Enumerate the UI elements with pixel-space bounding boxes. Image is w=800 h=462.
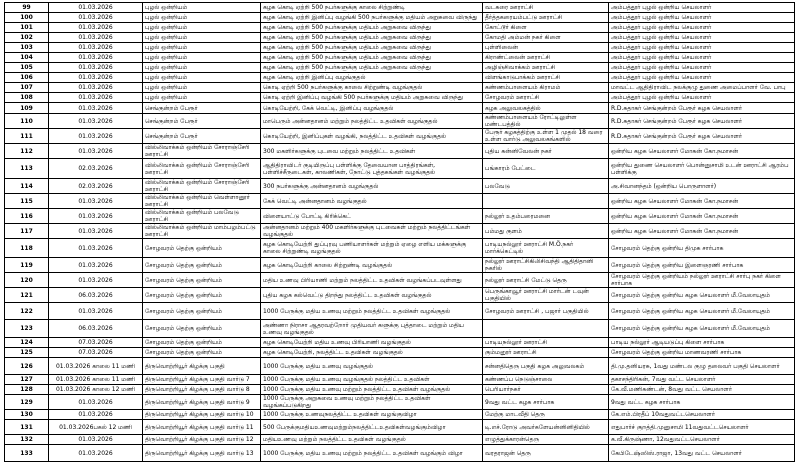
- cell-date: 01.03.2026 காலை 11 மணி: [49, 375, 143, 385]
- cell-no: 109: [5, 103, 49, 114]
- table-row: [5, 273, 795, 288]
- table-row: [5, 303, 795, 320]
- table-row: [5, 129, 795, 144]
- cell-organizer: சோழவரம் தெற்கு ஒன்றிய கழக செயலாளர் மீ.வேலாயுதம்: [609, 303, 795, 320]
- cell-date: 01.03.2026: [49, 63, 143, 73]
- cell-no: 128: [5, 385, 49, 395]
- cell-organizer: அம்பத்தூர் புழல் ஒன்றிய செயலாளர்: [609, 73, 795, 83]
- cell-event: புதிய கழக கல்வெட்டு திறந்து நலத்திட்ட உதவிகள் வழங்குதல்: [261, 288, 483, 303]
- cell-no: 121: [5, 288, 49, 303]
- cell-event: கொடியேற்றி, இனிப்புகள் வழங்கி, நலத்திட்ட உதவிகள் வழங்குதல்: [261, 129, 483, 144]
- table-row: [5, 194, 795, 209]
- cell-location: பலவேடு: [483, 179, 609, 194]
- cell-event: கழக கொடி ஏற்றி 500 நபர்களுக்கு மதியம் அறுசுவை விருந்து: [261, 23, 483, 33]
- cell-no: 122: [5, 303, 49, 320]
- cell-event: 300 நபர்களுக்கு அன்னதானம் வழங்குதல்: [261, 179, 483, 194]
- cell-date: 01.03.2026: [49, 33, 143, 43]
- cell-date: 01.03.2026: [49, 410, 143, 420]
- table-row: [5, 93, 795, 103]
- table-row: [5, 23, 795, 33]
- cell-location: எழுத்துக்காரன்தெரு: [483, 435, 609, 445]
- cell-event: மதியஉணவு மற்றும் நலத்திட்ட உதவிகள் வழங்குதல்: [261, 435, 483, 445]
- cell-location: கழக அலுவலகத்தில்: [483, 103, 609, 114]
- table-row: [5, 63, 795, 73]
- cell-date: 01.03.2026: [49, 53, 143, 63]
- cell-event: விளையாட்டு போட்டி கிரிக்கெட்: [261, 209, 483, 224]
- cell-organizer: கே.வீ.மணிகண்டன், 8வது வட்ட செயலாளர்: [609, 385, 795, 395]
- cell-event: அன்னதானம் மற்றும் 400 மகளிர்களுக்கு புடவைகள் மற்றும் நலத்திட்டங்கள் வழங்குதல்: [261, 224, 483, 239]
- table-row: [5, 73, 795, 83]
- cell-no: 133: [5, 445, 49, 462]
- table-row: [5, 348, 795, 358]
- cell-place: திருவொற்றியூர் கிழக்கு பகுதி வார்டு 13: [143, 445, 261, 462]
- cell-place: வில்லிவாக்கம் ஒன்றியம் மாம்பழம்பட்டு ஊராட்சி: [143, 224, 261, 239]
- cell-no: 115: [5, 194, 49, 209]
- cell-organizer: R.D.சுதாகர் செங்குன்றம் பேரூர் கழக செயலாளர்: [609, 103, 795, 114]
- cell-organizer: சோழவரம் தெற்கு ஒன்றிய திமுக சார்பாக: [609, 239, 795, 258]
- cell-place: புழல் ஒன்றியம்: [143, 63, 261, 73]
- cell-date: 01.03.2026: [49, 303, 143, 320]
- cell-place: புழல் ஒன்றியம்: [143, 93, 261, 103]
- cell-organizer: க.வீ.கிருஷ்ணா, 12வதுவட்டசெயலாளர்: [609, 435, 795, 445]
- cell-no: 127: [5, 375, 49, 385]
- cell-date: 01.03.2026: [49, 239, 143, 258]
- cell-no: 129: [5, 395, 49, 410]
- table-row: [5, 43, 795, 53]
- cell-location: வடகரை ஊராட்சி: [483, 3, 609, 13]
- cell-location: சோழவரம் ஊராட்சி , பஜார் பகுதியில்: [483, 303, 609, 320]
- cell-event: கேக் வெட்டி அன்னதானம் வழங்குதல்: [261, 194, 483, 209]
- cell-place: திருவொற்றியூர் கிழக்கு பகுதி வார்டு 11: [143, 420, 261, 435]
- cell-no: 116: [5, 209, 49, 224]
- cell-no: 113: [5, 159, 49, 179]
- cell-organizer: அம்பத்தூர் புழல் ஒன்றிய செயலாளர்: [609, 13, 795, 23]
- cell-location: கும்மனூர் ஊராட்சி: [483, 348, 609, 358]
- cell-location: சன்னதிதெரு பகுதி கழக அலுவலகம்: [483, 358, 609, 375]
- cell-place: திருவொற்றியூர் கிழக்கு பகுதி: [143, 358, 261, 375]
- cell-organizer: அம்பத்தூர் புழல் ஒன்றிய செயலாளர்: [609, 93, 795, 103]
- cell-place: செங்குன்றம் பேரூர்: [143, 129, 261, 144]
- cell-date: 02.03.2026: [49, 159, 143, 179]
- table-row: [5, 33, 795, 43]
- cell-place: சோழவரம் தெற்கு ஒன்றியம்: [143, 273, 261, 288]
- cell-no: 100: [5, 13, 49, 23]
- cell-event: 1000 பேருக்கு மதிய உணவு மற்றும் நலத்திட்ட உதவிகள் வழங்குதல்: [261, 303, 483, 320]
- cell-location: நல்லூர் ஊராட்சி மேட்டு தெரு: [483, 273, 609, 288]
- cell-place: திருவொற்றியூர் கிழக்கு பகுதி வார்டு 10: [143, 410, 261, 420]
- cell-place: சோழவரம் தெற்கு ஒன்றியம்: [143, 320, 261, 338]
- cell-location: பெரியார்நகர்: [483, 385, 609, 395]
- cell-place: திருவொற்றியூர் கிழக்கு பகுதி வார்டு 7: [143, 375, 261, 385]
- cell-organizer: சோழவரம் தெற்கு ஒன்றிய மாணவரணி சார்பாக: [609, 348, 795, 358]
- table-body: [5, 3, 795, 462]
- cell-date: 01.03.2026: [49, 273, 143, 288]
- cell-no: 131: [5, 420, 49, 435]
- table-row: [5, 410, 795, 420]
- table-row: [5, 103, 795, 114]
- cell-location: அழிஞ்சிவாக்கம் ஊராட்சி: [483, 63, 609, 73]
- cell-date: 01.03.2026: [49, 43, 143, 53]
- table-row: [5, 3, 795, 13]
- cell-event: அண்ணா நிராசா ஆதரவற்றோர் முதியவர் களுக்கு புத்தாடை மற்றும் மதிய உணவு வழங்குதல்: [261, 320, 483, 338]
- cell-place: சோழவரம் தெற்கு ஒன்றியம்: [143, 258, 261, 273]
- cell-location: டி.எச்.ரோடு அவர்களேயன்னினிதியில்: [483, 420, 609, 435]
- cell-no: 106: [5, 73, 49, 83]
- cell-organizer: எதுபார்ச் குறத்தி.முனுசாமி 11வதுவட்டசெயலாளர்: [609, 420, 795, 435]
- cell-location: கோமதி அம்மன் நகர் கிளை: [483, 33, 609, 43]
- cell-event: கழக கொடி ஏற்றி 500 நபர்களுக்கு மதியம் அறுசுவை விருந்து: [261, 63, 483, 73]
- cell-no: 117: [5, 224, 49, 239]
- cell-date: 02.03.2026: [49, 179, 143, 194]
- cell-date: 01.03.2026: [49, 129, 143, 144]
- cell-location: புள்ளிலைன்: [483, 43, 609, 53]
- cell-organizer: ஒன்றிய துணை செயலாளர் பொன்னுசாமி உடன் ஊராட்சி ஆரம்ப பள்ளிக்கு: [609, 159, 795, 179]
- cell-location: நல்லூர் ஊராட்சிகிலிசிவந்தி ஆதிதிதானி நகரில்: [483, 258, 609, 273]
- cell-organizer: சோழவரம் தெற்கு ஒன்றியம் நல்லூர் ஊராட்சி சார்பு நகர் கிளை சார்பாக: [609, 273, 795, 288]
- cell-event: கழக கொடி ஏற்றி 500 நபர்களுக்கு மதியம் அறுசுவை விருந்து: [261, 33, 483, 43]
- cell-date: 01.03.2026: [49, 194, 143, 209]
- cell-date: 06.03.2026: [49, 288, 143, 303]
- cell-organizer: சோழவரம் தெற்கு ஒன்றிய இளைஞரணி சார்பாக: [609, 258, 795, 273]
- cell-date: 01.03.2026: [49, 258, 143, 273]
- cell-date: 01.03.2026: [49, 3, 143, 13]
- cell-event: கழக கொடி ஏற்றி 500 நபர்களுக்கு காலை சிற்றுண்டி: [261, 3, 483, 13]
- cell-event: 1000 பேருக்கு மதிய உணவு மற்றும் நலத்திட்ட உதவிகள் வழங்கும் விழா: [261, 445, 483, 462]
- table-row: [5, 114, 795, 129]
- table-row: [5, 420, 795, 435]
- cell-date: 01.03.2026: [49, 103, 143, 114]
- cell-event: மதிய உணவு பிரியாணி மற்றும் நலத்திட்ட உதவிகள் வழங்கப்படவுள்ளது: [261, 273, 483, 288]
- cell-place: புழல் ஒன்றியம்: [143, 3, 261, 13]
- cell-event: கழக கொடியேற்றி காலை சிற்றுண்டி வழங்குதல்: [261, 258, 483, 273]
- cell-location: கிராண்ட்லைன் ஊராட்சி: [483, 53, 609, 63]
- cell-organizer: கே.எம்.பிரதீப் 10வதுவட்டசெயலாளர்: [609, 410, 795, 420]
- cell-no: 112: [5, 144, 49, 159]
- cell-organizer: சோழவரம் தெற்கு ஒன்றிய கழக செயலாளர் மீ.வேலாயுதம்: [609, 288, 795, 303]
- cell-no: 118: [5, 239, 49, 258]
- table-row: [5, 179, 795, 194]
- cell-location: புதிய கன்னிவேலன் நகர்: [483, 144, 609, 159]
- cell-organizer: அம்பத்தூர் புழல் ஒன்றிய செயலாளர்: [609, 33, 795, 43]
- cell-event: கழக கொடியேற்றி, நலத்திட்ட உதவிகள் வழங்குதல்: [261, 348, 483, 358]
- cell-event: கழக கொடி ஏற்றி 500 நபர்களுக்கு மதியம் அறுசுவை விருந்து: [261, 53, 483, 63]
- table-row: [5, 375, 795, 385]
- cell-place: புழல் ஒன்றியம்: [143, 83, 261, 93]
- cell-location: கண்ணம்பாளையம் ரோட்டிலுள்ள மண்டபத்தில்: [483, 114, 609, 129]
- cell-organizer: தகாசந்திரிகன், 7வது வட்ட செயலாளர்: [609, 375, 795, 385]
- cell-place: வில்லிவாக்கம் ஒன்றியம் சோராஞ்சேரி ஊராட்சி: [143, 179, 261, 194]
- cell-place: புழல் ஒன்றியம்: [143, 73, 261, 83]
- events-table: [4, 2, 795, 462]
- cell-event: 1000 பேருக்கு உணவுநலத்திட்ட உதவிகள் வழங்குவிழா: [261, 410, 483, 420]
- cell-event: 1000 பேருக்கு அறுசுவை உணவு மற்றும் நலத்திட்ட உதவிகள் வழங்கப்படுகிறது: [261, 395, 483, 410]
- cell-place: சோழவரம் தெற்கு ஒன்றியம்: [143, 303, 261, 320]
- cell-organizer: தி.மு.தனியரசு, 1வது மண்டல குழு தலைவர் பகுதி செயலாளர்: [609, 358, 795, 375]
- cell-no: 108: [5, 93, 49, 103]
- cell-organizer: மாவட்ட ஆதிதிராவிட நலக்குழு துணை அமைப்பாளர் வே. பாபு: [609, 83, 795, 93]
- cell-event: கழக கொடி ஏற்றி 500 நபர்களுக்கு மதியம் அறுசுவை விருந்து: [261, 43, 483, 53]
- cell-place: புழல் ஒன்றியம்: [143, 13, 261, 23]
- cell-organizer: கேபிடேஷ்ஸிஸ்.ராஜா, 13வது வட்ட செயலாளர்: [609, 445, 795, 462]
- cell-no: 119: [5, 258, 49, 273]
- cell-organizer: அம்பத்தூர் புழல் ஒன்றிய செயலாளர்: [609, 43, 795, 53]
- cell-no: 99: [5, 3, 49, 13]
- cell-date: 01.03.2026: [49, 435, 143, 445]
- cell-no: 107: [5, 83, 49, 93]
- table-row: [5, 13, 795, 23]
- cell-event: கழக கொடியேற்றி மதிய உணவு பிரியாணி வழங்குதல்: [261, 338, 483, 348]
- cell-organizer: R.D.சுதாகர் செங்குன்றம் பேரூர் கழக செயலாளர்: [609, 114, 795, 129]
- table-row: [5, 358, 795, 375]
- cell-date: 07.03.2026: [49, 338, 143, 348]
- cell-date: 01.03.2026: [49, 83, 143, 93]
- table-row: [5, 338, 795, 348]
- table-row: [5, 435, 795, 445]
- cell-location: நல்லூர் உதம்பரைமனை: [483, 209, 609, 224]
- cell-location: பேரூர் கழகத்திற்கு உள்ள 1 முதல் 18 வரை உள்ள வார்டு அலுவலகங்களில்: [483, 129, 609, 144]
- cell-date: 01.03.2026: [49, 224, 143, 239]
- cell-event: கழக கொடி ஏற்றி இனிப்பு வழங்குதல்: [261, 73, 483, 83]
- cell-no: 123: [5, 320, 49, 338]
- cell-no: 104: [5, 53, 49, 63]
- cell-organizer: சோழவரம் தெற்கு ஒன்றிய கழக செயலாளர் மீ.வேலாயுதம்: [609, 320, 795, 338]
- cell-date: 01.03.2026: [49, 93, 143, 103]
- cell-no: 125: [5, 348, 49, 358]
- cell-place: செங்குன்றம் பேரூர்: [143, 103, 261, 114]
- cell-organizer: அம்பத்தூர் புழல் ஒன்றிய செயலாளர்: [609, 53, 795, 63]
- cell-location: பாடியநல்லூர் ஊராட்சி: [483, 338, 609, 348]
- cell-no: 101: [5, 23, 49, 33]
- cell-date: 01.03.2026: [49, 144, 143, 159]
- cell-no: 102: [5, 33, 49, 43]
- cell-location: [483, 194, 609, 209]
- events-sheet: [4, 2, 794, 457]
- cell-date: 01.03.2026 காலை 11 மணி: [49, 358, 143, 375]
- cell-date: 06.03.2026: [49, 320, 143, 338]
- cell-no: 130: [5, 410, 49, 420]
- cell-place: வில்லிவாக்கம் ஒன்றியம் சோராஞ்சேரி ஊராட்சி: [143, 159, 261, 179]
- cell-organizer: அம்பத்தூர் புழல் ஒன்றிய செயலாளர்: [609, 23, 795, 33]
- cell-event: கழக கொடி ஏற்றி இனிப்பு வழங்கி 500 நபர்களுக்கு மதியம் அறுசுவை விருந்து: [261, 13, 483, 23]
- table-row: [5, 239, 795, 258]
- cell-location: பங்காரம் பேட்டை: [483, 159, 609, 179]
- cell-organizer: பாடிய நல்லூர் ஆடியடுப்பு கிளை சார்பாக: [609, 338, 795, 348]
- cell-place: புழல் ஒன்றியம்: [143, 33, 261, 43]
- table-row: [5, 445, 795, 462]
- cell-event: கொடி ஏற்றி இனிப்பு வழங்கி 500 நபர்களுக்கு மதியம் அறுசுவை விருந்து: [261, 93, 483, 103]
- cell-no: 126: [5, 358, 49, 375]
- cell-date: 07.03.2026: [49, 348, 143, 358]
- cell-date: 01.03.2026: [49, 73, 143, 83]
- cell-location: பம்மது குளம்: [483, 224, 609, 239]
- cell-organizer: 9வது வட்ட கழக சார்பாக: [609, 395, 795, 410]
- cell-organizer: ஒன்றிய கழக செயலாளர் மோகன் கோ.நமாசன்: [609, 209, 795, 224]
- cell-place: புழல் ஒன்றியம்: [143, 53, 261, 63]
- cell-no: 120: [5, 273, 49, 288]
- cell-place: சோழவரம் தெற்கு ஒன்றியம்: [143, 338, 261, 348]
- table-row: [5, 209, 795, 224]
- cell-place: புழல் ஒன்றியம்: [143, 43, 261, 53]
- cell-date: 01.03.2026: [49, 445, 143, 462]
- cell-date: 01.03.2026: [49, 23, 143, 33]
- cell-organizer: R.D.சுதாகர் செங்குன்றம் பேரூர் கழக செயலாளர்: [609, 129, 795, 144]
- cell-place: வில்லிவாக்கம் ஒன்றியம் சோராஞ்சேரி ஊராட்சி: [143, 144, 261, 159]
- cell-location: மேற்கு மாடவீதி தெரு: [483, 410, 609, 420]
- cell-place: திருவொற்றியூர் கிழக்கு பகுதி வார்டு 8: [143, 385, 261, 395]
- table-row: [5, 258, 795, 273]
- cell-no: 124: [5, 338, 49, 348]
- cell-organizer: அ.சிவானந்தம் (ஒன்றிய பொருளாளர்): [609, 179, 795, 194]
- cell-event: மாபெரும் அன்னதானம் மற்றும் நலத்திட்ட உதவிகள் வழங்குதல்: [261, 114, 483, 129]
- cell-date: 01.03.2026: [49, 13, 143, 23]
- cell-location: கோட்டூர் கிளை: [483, 23, 609, 33]
- cell-place: சோழவரம் தெற்கு ஒன்றியம்: [143, 288, 261, 303]
- cell-place: திருவொற்றியூர் கிழக்கு பகுதி வார்டு 9: [143, 395, 261, 410]
- cell-location: பாடியநல்லூர் ஊராட்சி M.Ö.நகர் மார்க்கெட்டில்: [483, 239, 609, 258]
- cell-no: 105: [5, 63, 49, 73]
- cell-location: பெருங்காவூர் ஊராட்சி மார்டன் டவுன் பகுதியில்: [483, 288, 609, 303]
- cell-no: 132: [5, 435, 49, 445]
- cell-date: 01.03.2026பகல் 12 மணி: [49, 420, 143, 435]
- cell-event: 300 மகளிர்களுக்கு புடவை மற்றும் நலத்திட்ட உதவிகள்: [261, 144, 483, 159]
- cell-location: கண்ணம்பாளையம் கிராமம்: [483, 83, 609, 93]
- cell-no: 111: [5, 129, 49, 144]
- cell-organizer: அம்பத்தூர் புழல் ஒன்றிய செயலாளர்: [609, 3, 795, 13]
- cell-organizer: அம்பத்தூர் புழல் ஒன்றிய செயலாளர்: [609, 63, 795, 73]
- cell-event: கொடியேற்றி, கேக் வெட்டி, இனிப்பு வழங்குதல்: [261, 103, 483, 114]
- table-row: [5, 224, 795, 239]
- cell-organizer: ஒன்றிய கழக செயலாளர் மோகன் கோ.நமாசன்: [609, 144, 795, 159]
- cell-event: கொடி ஏற்றி 500 நபர்களுக்கு காலை சிற்றுண்டி வழங்குதல்: [261, 83, 483, 93]
- cell-date: 01.03.2026: [49, 395, 143, 410]
- cell-event: கழக கொடியேற்றி துப்புரவு பணியாளர்கள் மற்றும் ஏழை எளிய மக்களுக்கு காலை சிற்றுண்டி வழங்குதல்: [261, 239, 483, 258]
- cell-date: 01.03.2026: [49, 209, 143, 224]
- cell-date: 01.03.2026 காலை 12 மணி: [49, 385, 143, 395]
- cell-organizer: ஒன்றிய கழக செயலாளர் மோகன் கோ.நமாசன்: [609, 224, 795, 239]
- cell-no: 114: [5, 179, 49, 194]
- cell-location: விளங்காடுபாக்கம் ஊராட்சி: [483, 73, 609, 83]
- cell-place: சோழவரம் தெற்கு ஒன்றியம்: [143, 239, 261, 258]
- cell-place: சோழவரம் தெற்கு ஒன்றியம்: [143, 348, 261, 358]
- cell-event: 500 பேருக்குமதியஉணவுமற்றும்நலத்திட்டஉதவிகள்வழங்கும்விழா: [261, 420, 483, 435]
- cell-location: [483, 320, 609, 338]
- cell-place: வில்லிவாக்கம் ஒன்றியம் பலவேடு ஊராட்சி: [143, 209, 261, 224]
- table-row: [5, 83, 795, 93]
- cell-no: 103: [5, 43, 49, 53]
- cell-location: கண்ணப்ப நெடுஞ்சாலை: [483, 375, 609, 385]
- cell-event: 1000 பேருக்கு மதிய உணவு வழங்குதல்: [261, 358, 483, 375]
- cell-location: வரதராஜன் தெரு: [483, 445, 609, 462]
- table-row: [5, 385, 795, 395]
- cell-event: ஆதிதிராவிடர் குடியிருப்பு பள்ளிக்கு தேவையான பாத்திரங்கள், பள்ளிச்சீருடைகள், காலணிகள், நோட்டு புத்தகங்கள் வழங்குதல்: [261, 159, 483, 179]
- cell-organizer: ஒன்றிய கழக செயலாளர் மோகன் கோ.நமாசன்: [609, 194, 795, 209]
- cell-location: சோழவரம் ஊராட்சி: [483, 93, 609, 103]
- cell-place: திருவொற்றியூர் கிழக்கு பகுதி வார்டு 12: [143, 435, 261, 445]
- table-row: [5, 53, 795, 63]
- cell-event: 1000 பேருக்கு மதிய உணவு மற்றும் நலத்திட்ட உதவிகள் வழங்குதல்: [261, 385, 483, 395]
- cell-location: 9வது வட்ட கழக சார்பாக: [483, 395, 609, 410]
- cell-location: தீர்த்தகரையம்பட்டு ஊராட்சி: [483, 13, 609, 23]
- cell-place: வில்லிவாக்கம் ஒன்றியம் வெள்ளானூர் ஊராட்சி: [143, 194, 261, 209]
- cell-no: 110: [5, 114, 49, 129]
- cell-event: 1000 பேருக்கு மதிய உணவு வழங்குதல் நலத்திட்ட உதவிகள்: [261, 375, 483, 385]
- cell-date: 01.03.2026: [49, 114, 143, 129]
- cell-place: புழல் ஒன்றியம்: [143, 23, 261, 33]
- table-row: [5, 320, 795, 338]
- table-row: [5, 144, 795, 159]
- table-row: [5, 395, 795, 410]
- cell-place: செங்குன்றம் பேரூர்: [143, 114, 261, 129]
- table-row: [5, 159, 795, 179]
- table-row: [5, 288, 795, 303]
